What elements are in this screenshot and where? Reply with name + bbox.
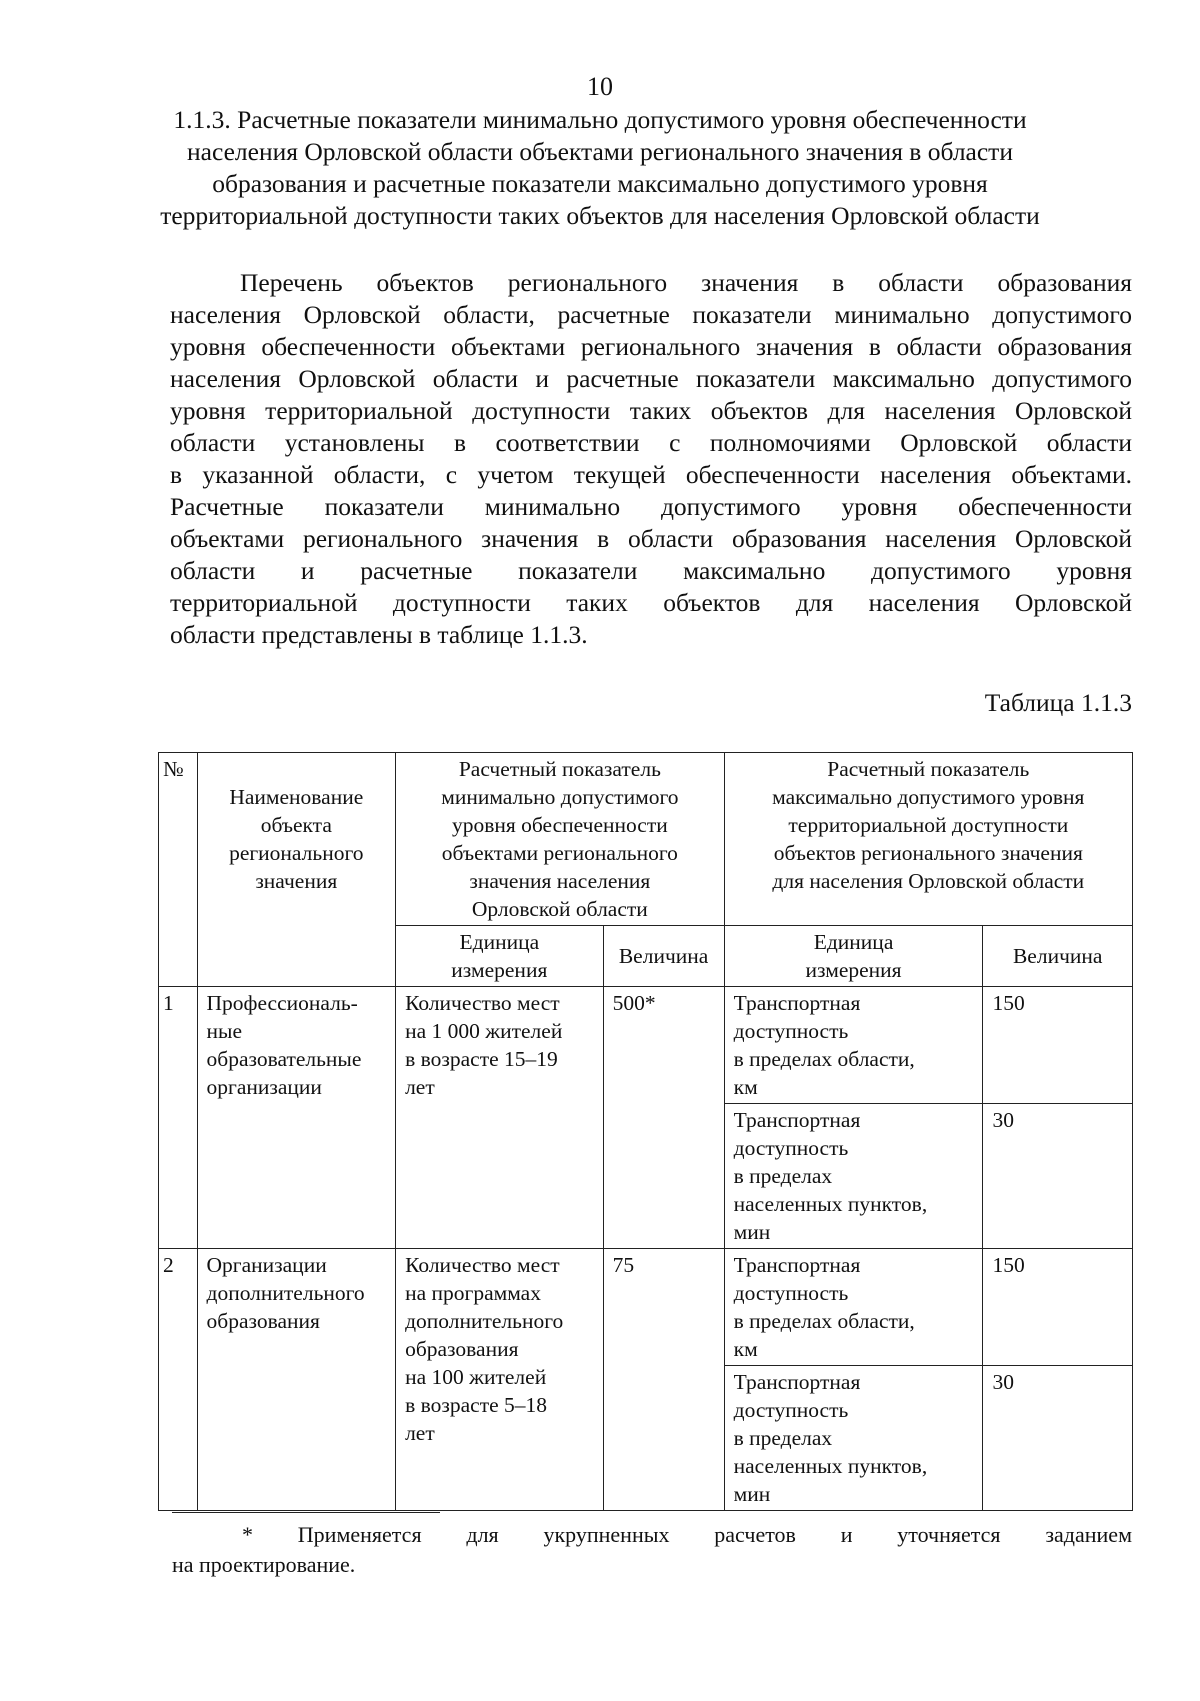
cell-num	[159, 1249, 198, 1511]
paragraph-line: в указанной области, с учетом текущей обеспеченности населения объектами.	[170, 460, 1132, 489]
header-line: объектов регионального значения	[773, 841, 1083, 865]
cell-line: лет	[405, 1075, 435, 1099]
paragraph-line: населения Орловской области, расчетные показатели минимально допустимого	[170, 300, 1132, 329]
header-line: измерения	[805, 958, 902, 982]
page-number: 10	[587, 72, 613, 101]
cell-min-unit	[396, 987, 604, 1249]
value-text: 30	[992, 1108, 1014, 1132]
header-line: Расчетный показатель	[827, 757, 1030, 781]
header-line: для населения Орловской области	[772, 869, 1085, 893]
cell-line: организации	[206, 1075, 322, 1099]
header-cell-num	[159, 753, 198, 987]
heading-line: территориальной доступности таких объектов для населения Орловской области	[160, 201, 1040, 230]
cell-line: в возрасте 15–19	[405, 1047, 558, 1071]
cell-line: населенных пунктов,	[733, 1192, 928, 1216]
header-cell-min-indicator	[396, 753, 725, 926]
value-text: 150	[992, 991, 1025, 1015]
table-row	[159, 1249, 1133, 1366]
header-cell-unit	[724, 926, 983, 987]
paragraph-line: уровня обеспеченности объектами регионального значения в области образования	[170, 332, 1132, 361]
cell-line: в пределах	[733, 1426, 833, 1450]
paragraph-line: территориальной доступности таких объектов для населения Орловской	[170, 588, 1132, 617]
paragraph-line: объектами регионального значения в области образования населения Орловской	[170, 524, 1132, 553]
table-header-row	[159, 753, 1133, 926]
header-line: Расчетный показатель	[458, 757, 661, 781]
cell-line: км	[733, 1075, 758, 1099]
cell-name	[197, 987, 396, 1249]
row-number: 1	[163, 991, 174, 1015]
cell-line: Количество мест	[405, 1253, 560, 1277]
cell-line: образования	[405, 1337, 519, 1361]
cell-line: дополнительного	[405, 1309, 564, 1333]
header-line: измерения	[451, 958, 548, 982]
cell-line: образовательные	[206, 1047, 362, 1071]
heading-line: населения Орловской области объектами регионального значения в области	[187, 137, 1013, 166]
footnote-separator	[172, 1512, 440, 1513]
footnote-line: на проектирование.	[172, 1552, 356, 1577]
cell-line: на программах	[405, 1281, 541, 1305]
cell-line: в пределах области,	[733, 1047, 915, 1071]
cell-access-unit	[724, 1249, 983, 1366]
paragraph-line: области и расчетные показатели максимально допустимого уровня	[170, 556, 1132, 585]
header-value-label: Величина	[618, 944, 709, 968]
cell-line: Организации	[206, 1253, 327, 1277]
cell-access-unit	[724, 1104, 983, 1249]
cell-access-unit	[724, 1366, 983, 1511]
header-line: объекта	[260, 813, 332, 837]
paragraph-line: области представлены в таблице 1.1.3.	[170, 620, 588, 649]
cell-line: км	[733, 1337, 758, 1361]
cell-line: в пределах области,	[733, 1309, 915, 1333]
cell-line: Профессиональ-	[206, 991, 358, 1015]
body-paragraph	[170, 267, 1132, 651]
header-cell-name	[197, 753, 396, 987]
header-line: минимально допустимого	[441, 785, 679, 809]
cell-line: Транспортная	[733, 1253, 861, 1277]
paragraph-line: Расчетные показатели минимально допустимого уровня обеспеченности	[170, 492, 1132, 521]
cell-line: ные	[206, 1019, 242, 1043]
cell-access-value	[983, 1249, 1133, 1366]
cell-line: мин	[733, 1220, 771, 1244]
heading-line: образования и расчетные показатели максимально допустимого уровня	[212, 169, 988, 198]
cell-line: Транспортная	[733, 991, 861, 1015]
header-cell-value	[603, 926, 724, 987]
cell-min-value	[603, 1249, 724, 1511]
section-heading	[150, 104, 1050, 232]
value-text: 150	[992, 1253, 1025, 1277]
cell-line: доступность	[733, 1019, 849, 1043]
header-cell-value	[983, 926, 1133, 987]
cell-line: лет	[405, 1421, 435, 1445]
indicators-table	[158, 752, 1133, 1511]
cell-line: мин	[733, 1482, 771, 1506]
header-line: объектами регионального	[441, 841, 678, 865]
value-text: 30	[992, 1370, 1014, 1394]
value-text: 75	[612, 1253, 635, 1277]
cell-min-unit	[396, 1249, 604, 1511]
header-line: максимально допустимого уровня	[772, 785, 1085, 809]
header-value-label: Величина	[1012, 944, 1103, 968]
cell-line: на 1 000 жителей	[405, 1019, 563, 1043]
cell-line: на 100 жителей	[405, 1365, 547, 1389]
cell-line: в возрасте 5–18	[405, 1393, 548, 1417]
footnote-line: * Применяется для укрупненных расчетов и уточняется заданием	[242, 1522, 1132, 1547]
header-line: Орловской области	[471, 897, 648, 921]
paragraph-line: уровня территориальной доступности таких объектов для населения Орловской	[170, 396, 1132, 425]
cell-num	[159, 987, 198, 1249]
cell-access-value	[983, 1366, 1133, 1511]
cell-line: доступность	[733, 1136, 849, 1160]
header-line: регионального	[229, 841, 364, 865]
cell-access-value	[983, 987, 1133, 1104]
cell-line: населенных пунктов,	[733, 1454, 928, 1478]
header-line: значения	[255, 869, 338, 893]
header-line: Наименование	[229, 785, 364, 809]
paragraph-line: области установлены в соответствии с полномочиями Орловской области	[170, 428, 1132, 457]
cell-line: образования	[206, 1309, 320, 1333]
cell-line: доступность	[733, 1281, 849, 1305]
heading-line: 1.1.3. Расчетные показатели минимально допустимого уровня обеспеченности	[173, 105, 1027, 134]
header-cell-max-indicator	[724, 753, 1132, 926]
table-row	[159, 987, 1133, 1104]
header-line: уровня обеспеченности	[451, 813, 668, 837]
header-cell-unit	[396, 926, 604, 987]
table-caption: Таблица 1.1.3	[984, 688, 1132, 717]
value-text: 500*	[612, 991, 656, 1015]
cell-min-value	[603, 987, 724, 1249]
cell-line: Транспортная	[733, 1370, 861, 1394]
header-line: территориальной доступности	[788, 813, 1069, 837]
paragraph-line: Перечень объектов регионального значения в области образования	[240, 268, 1132, 297]
paragraph-line: населения Орловской области и расчетные показатели максимально допустимого	[170, 364, 1132, 393]
cell-line: доступность	[733, 1398, 849, 1422]
cell-access-value	[983, 1104, 1133, 1249]
cell-line: Количество мест	[405, 991, 560, 1015]
header-line: Единица	[813, 930, 894, 954]
header-line: значения населения	[469, 869, 651, 893]
header-line	[207, 755, 387, 783]
header-line: Единица	[459, 930, 540, 954]
cell-name	[197, 1249, 396, 1511]
cell-line: дополнительного	[206, 1281, 365, 1305]
cell-line: в пределах	[733, 1164, 833, 1188]
row-number: 2	[163, 1253, 174, 1277]
cell-access-unit	[724, 987, 983, 1104]
header-num-label: №	[163, 757, 184, 781]
footnote	[172, 1520, 1132, 1580]
cell-line: Транспортная	[733, 1108, 861, 1132]
